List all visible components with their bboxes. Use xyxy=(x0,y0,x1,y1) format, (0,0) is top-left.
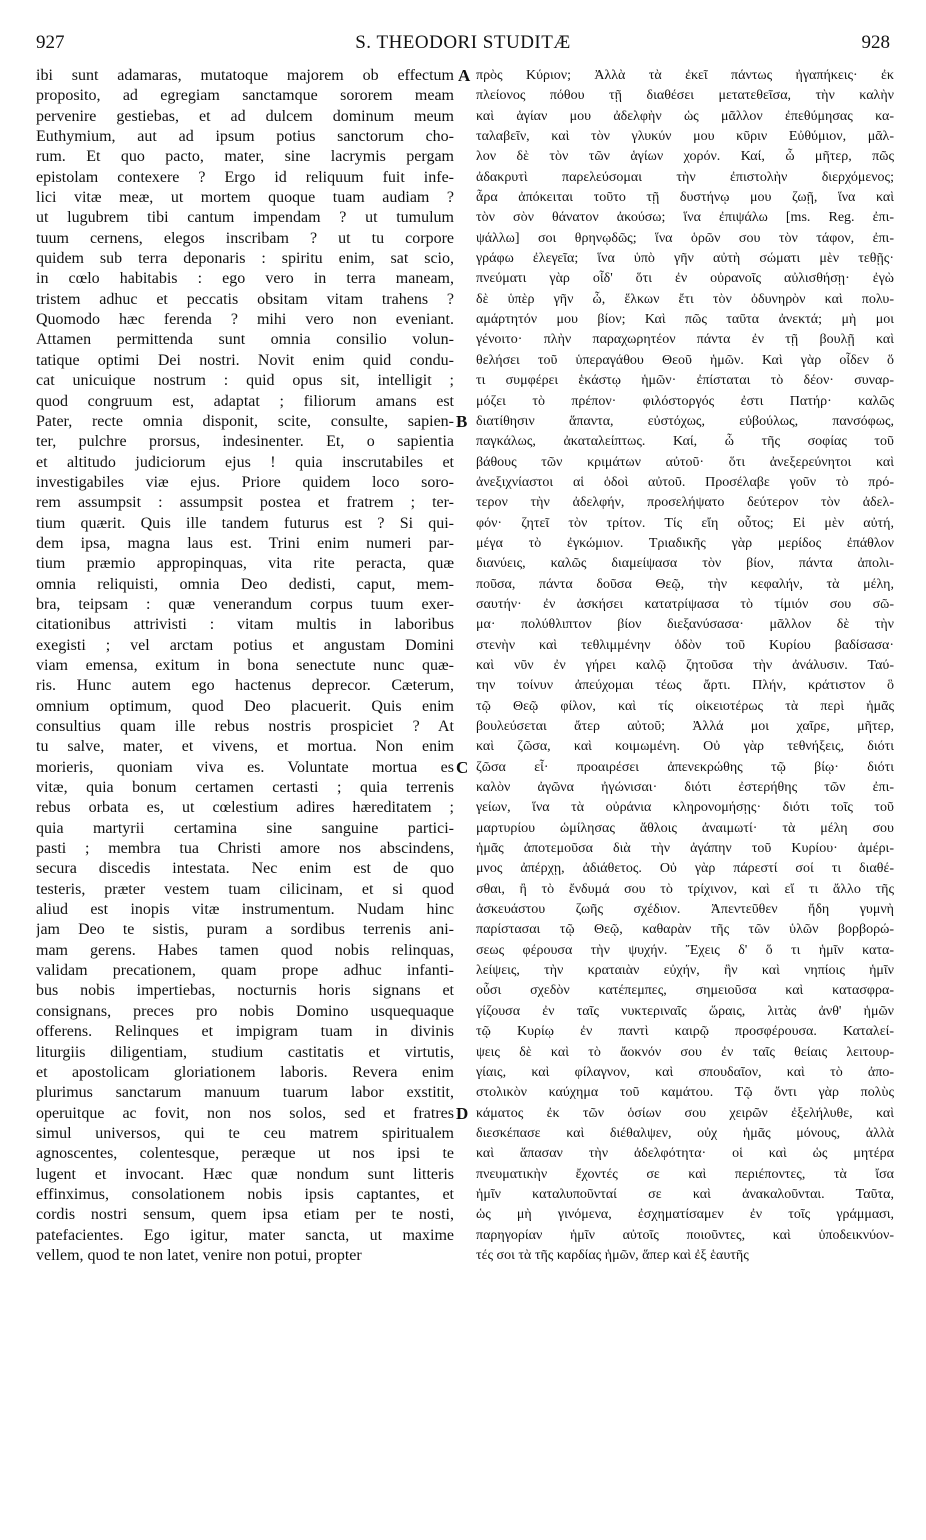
page-number-right: 928 xyxy=(861,32,890,53)
latin-text-line: lugent et invocant. Hæc quæ nondum sunt litteris xyxy=(36,1165,454,1183)
greek-text-line: πλείονος πόθου τῇ διαθέσει μετατεθεῖσα, τὴν καλὴν xyxy=(476,88,894,104)
section-marker-d: D xyxy=(456,1104,469,1123)
latin-text-line: jam Deo te sistis, puram a sordibus terrenis ani- xyxy=(36,921,454,939)
greek-column xyxy=(476,66,894,1266)
latin-text-line: dem ipsa, magna laus est. Trini enim numeri par- xyxy=(36,534,454,552)
running-title: S. THEODORI STUDITÆ xyxy=(355,32,571,53)
latin-text-line: ter, pulchre prorsus, indesinenter. Et, o sapientia xyxy=(36,433,454,451)
latin-text-line: morieris, quoniam viva es. Voluntate mortua es xyxy=(36,758,454,776)
latin-text-line: testeris, præter vestem tuam cilicinam, et si quod xyxy=(36,880,454,898)
latin-text-line: Euthymium, aut ad ipsum potius sanctorum cho- xyxy=(36,128,454,146)
greek-text-line: γίαις, καὶ φίλαγνον, καὶ σπουδαῖον, καὶ τὸ ἀπο- xyxy=(476,1064,894,1080)
greek-text-line: μνος ἀπέρχῃ, ἀδιάθετος. Οὐ γὰρ πάρεστί σοί τι διαθέ- xyxy=(476,861,894,877)
latin-text-line: lici vitæ meæ, ut mortem quoque tuam audiam ? xyxy=(36,189,454,207)
latin-text-line: ibi sunt adamaras, mutatoque majorem ob effectum xyxy=(36,67,454,84)
greek-text-line: λείψεις, τὴν κραταιὰν εὐχήν, ἣν καὶ νηπίοις ἡμῖν xyxy=(476,963,894,979)
greek-text-line: γράφω ἐλεγεῖα; ἵνα ὑπὸ γῆν αὐτὴ σώματι μὲν τεθῇς· xyxy=(476,251,894,267)
latin-text-line: offerens. Relinques et impigram tuam in divinis xyxy=(36,1023,454,1041)
latin-text-line: tium præmio appropinquas, vita rite peracta, quæ xyxy=(36,555,454,573)
greek-text-line: ζῶσα εἶ· προαιρέσει ἀπενεκρώθης τῷ βίῳ· διότι xyxy=(476,759,894,775)
greek-text-line: καὶ ζῶσα, καὶ κοιμωμένη. Οὐ γὰρ τεθνήξεις, διότι xyxy=(476,739,894,755)
greek-text-line: στενὴν καὶ τεθλιμμένην ὁδὸν τοῦ Κυρίου βαδίσασα· xyxy=(476,637,894,653)
latin-text-line: secura discedis intestata. Nec enim est de quo xyxy=(36,860,454,878)
latin-text-line: tium quærit. Quis ille tandem futurus est ? Si qui- xyxy=(36,514,454,532)
latin-text-line: Attamen permittenda sunt omnia consilio volun- xyxy=(36,331,454,349)
greek-text-line: ἀνεξιχνίαστοι αἱ ὁδοὶ αὐτοῦ. Προσέλαβε γοῦν τὸ πρό- xyxy=(476,474,894,490)
greek-text-line: ἡμῖν καταλυποῦνταί σε καὶ ἀνακαλοῦνται. Ταῦτα, xyxy=(476,1186,894,1202)
latin-text-line: tatique optimi Dei nostri. Novit enim quid condu- xyxy=(36,351,454,369)
greek-text-line: λον δὲ τὸν τῶν ἁγίων χορόν. Καί, ὦ μῆτερ, πῶς xyxy=(476,149,894,165)
latin-text-line: effinximus, consolationem nobis ipsis captantes, et xyxy=(36,1185,454,1203)
latin-text-line: quia martyrii certamina sine sanguine partici- xyxy=(36,819,454,837)
section-marker-c: C xyxy=(456,758,469,777)
greek-text-line: διατίθησιν ἅπαντα, εὐστόχως, εὐβούλως, πανσόφως, xyxy=(476,413,894,429)
greek-text-line: τὸν σὸν θάνατον ἀκούσω; ἵνα ἐπιψάλω [ms. Reg. ἐπι- xyxy=(476,210,894,226)
latin-text-line: ris. Hunc autem ego hactenus deprecor. Cæterum, xyxy=(36,677,454,695)
latin-text-line: tristem adhuc et peccatis obsitam vitam trahens ? xyxy=(36,290,454,308)
greek-text-line: πνεύματι γὰρ οἶδ' ὅτι ἐν οὐρανοῖς αὐλισθήσῃ· ἐγὼ xyxy=(476,271,894,287)
greek-text-line: τῷ Θεῷ φίλον, καὶ τίς οἰκειοτέρως τὰ περὶ ἡμᾶς xyxy=(476,698,894,714)
latin-text-line: investigabiles viæ ejus. Priore quidem loco soro- xyxy=(36,473,454,491)
latin-text-line: bra, teipsam : quæ venerandum corpus tuum exer- xyxy=(36,595,454,613)
greek-text-line: αμάρτητόν μου βίον; Καὶ πῶς ταῦτα ἀνεκτά; μὴ μοι xyxy=(476,312,894,328)
latin-text-line: aliud est inopis vitæ instrumentum. Nudam hinc xyxy=(36,901,454,919)
greek-text-line: ὡς μὴ γινόμενα, ἐσχηματίσαμεν ἐν τοῖς γράμμασι, xyxy=(476,1207,894,1223)
latin-text-line: omnia reliquisti, omnia Deo dedisti, caput, mem- xyxy=(36,575,454,593)
greek-text-line: τι συμφέρει ἑκάστῳ ἡμῶν· ἐπίσταται τὸ δέον· συναρ- xyxy=(476,373,894,389)
greek-text-line: ψεις δὲ καὶ τὸ ἄοκνόν σου ἐν ταῖς θείαις λειτουρ- xyxy=(476,1044,894,1060)
greek-text-line: διεσκέπασε καὶ διέθαλψεν, οὐχ ἡμᾶς μόνους, ἀλλὰ xyxy=(476,1125,894,1141)
greek-text-line: την τοίνυν ἀπεύχομαι τέως ἄρτι. Πλήν, κράτιστον ὃ xyxy=(476,678,894,694)
greek-text-line: βάθους τῶν κριμάτων αὐτοῦ· ὅτι ἀνεξερεύνητοι καὶ xyxy=(476,454,894,470)
greek-text-line: τές σοι τὰ τῆς καρδίας ἡμῶν, ἅπερ καὶ ἐξ ἑαυτῆς xyxy=(476,1247,749,1263)
latin-text-line: patefacientes. Ego igitur, mater sancta, ut maxime xyxy=(36,1226,454,1244)
greek-text-line: σαυτήν· ἐν ἀσκήσει κατατρίψασα τὸ τίμιόν σου σῶ- xyxy=(476,596,894,612)
latin-text-line: pasti ; membra tua Christi amore nos abscindens, xyxy=(36,840,454,858)
latin-text-line: tuum cernens, elegos inscribam ? ut tu corpore xyxy=(36,229,454,247)
latin-column xyxy=(36,66,454,1266)
greek-text-line: σεως φέρουσα τὴν ψυχήν. Ἔχεις δ' ὅ τι ἡμῖν κατα- xyxy=(476,942,894,958)
latin-text-line: epistolam contexere ? Ergo id reliquum fuit infe- xyxy=(36,168,454,186)
greek-text-line: παρίστασαι τῷ Θεῷ, καθαρὰν τῆς τῶν ὑλῶν βορβορώ- xyxy=(476,922,894,938)
greek-text-line: μέγα τὸ ἐγκώμιον. Τριαδικῆς γὰρ μερίδος ἐπάθλον xyxy=(476,535,894,551)
greek-text-line: διανύεις, καλῶς διαμείψασα τὸν βίον, πάντα ἀπολι- xyxy=(476,556,894,572)
latin-text-line: et altitudo judiciorum ejus ! quia inscrutabiles et xyxy=(36,453,454,471)
page-header xyxy=(0,32,926,58)
latin-text-line: et apostolicam gloriationem laboris. Revera enim xyxy=(36,1063,454,1081)
latin-text-line: bus nobis impertiebas, nocturnis horis signans et xyxy=(36,982,454,1000)
latin-text-line: omnium optimum, quod Deo placuerit. Quis enim xyxy=(36,697,454,715)
greek-text-line: μόζει τὸ πρέπον· φιλόστοργός ἐστι Πατήρ· καλῶς xyxy=(476,393,894,409)
greek-text-line: μα· πολύθλιπτον βίον διεξανύσασα· μᾶλλον δὲ τὴν xyxy=(476,617,894,633)
section-marker-b: B xyxy=(456,412,468,431)
latin-text-line: quidem sub terra deponaris : spiritu enim, sat scio, xyxy=(36,250,454,268)
greek-text-line: τερον τὴν ἀδελφήν, προσελήψατο δεύτερον τὸν ἀδελ- xyxy=(476,495,894,511)
greek-text-line: ἀσκευάστου ζωῆς σχέδιον. Ἀπεντεῦθεν ἤδη γυμνὴ xyxy=(476,902,894,918)
latin-text-line: proposito, ad egregiam sanctamque sororem meam xyxy=(36,87,454,105)
latin-text-line: rum. Et quo pacto, mater, sine lacrymis pergam xyxy=(36,148,454,166)
latin-text-line: operuitque ac fovit, non nos solos, sed et fratres xyxy=(36,1104,454,1122)
greek-text-line: οὖσι σχεδὸν κατέπεμπες, σημειοῦσα καὶ κατασφρα- xyxy=(476,983,894,999)
greek-text-line: καλὸν ἀγῶνα ἠγώνισαι· διότι ἐστερήθης τῶν ἐπι- xyxy=(476,780,894,796)
latin-text-line: pervenire gestiebas, et ad dulcem dominum meum xyxy=(36,107,454,125)
latin-text-line: Quomodo hæc ferenda ? mihi vero non eveniant. xyxy=(36,311,454,329)
greek-text-line: γίζουσα ἐν ταῖς νυκτεριναῖς ὥραις, λιτὰς ἀνθ' ἡμῶν xyxy=(476,1003,894,1019)
greek-text-line: καὶ νῦν ἐν γήρει καλῷ ζητοῦσα τὴν ἀνάλυσιν. Ταύ- xyxy=(476,657,894,673)
latin-text-line: rem assumpsit : assumpsit postea et fratrem ; ter- xyxy=(36,494,454,512)
greek-text-line: δὲ ὑπὲρ γῆν ὦ, ἕλκων ἔτι τὸν ὀδυνηρὸν καὶ πολυ- xyxy=(476,291,894,307)
greek-text-line: γένοιτο· πλὴν παραχωρητέον πάντα ἐν τῇ βουλῇ καὶ xyxy=(476,332,894,348)
latin-text-line: vellem, quod te non latet, venire non potui, propter xyxy=(36,1246,362,1264)
latin-text-line: quod congruum est, adaptat ; filiorum amans est xyxy=(36,392,454,410)
latin-text-line: consultius quam ille rebus nostris prospiciet ? At xyxy=(36,718,454,735)
latin-text-line: tu salve, mater, et vivens, et mortua. Non enim xyxy=(36,738,454,756)
greek-text-line: τῷ Κυρίῳ ἐν παντὶ καιρῷ προσφέρουσα. Καταλεί- xyxy=(476,1024,894,1040)
greek-text-line: σθαι, ἢ τὸ ἔνδυμά σου τὸ τρίχινον, καὶ εἴ τι ἄλλο τῆς xyxy=(476,881,894,897)
latin-text-line: rebus orbata es, ut cœlestium adires hæreditatem ; xyxy=(36,799,454,817)
latin-text-line: ut lugubrem tibi cantum impendam ? ut tumulum xyxy=(36,209,454,227)
latin-text-line: agnoscentes, colentesque, peræque ut nos ipsi te xyxy=(36,1145,454,1163)
latin-text-line: cat unicuique nostrum : quid opus sit, intelligit ; xyxy=(36,372,454,390)
latin-text-line: plurimus sanctarum manuum tuarum labor exstitit, xyxy=(36,1084,454,1102)
greek-text-line: ἆρα ἀπόκειται τοῦτο τῇ δυστήνῳ μου ζωῇ, ἵνα καὶ xyxy=(476,190,894,206)
greek-text-line: κάματος ἐκ τῶν ὁσίων σου χειρῶν ἐξελήλυθε, καὶ xyxy=(476,1105,894,1121)
latin-text-line: liturgiis diligentiam, studium castitatis et virtutis, xyxy=(36,1043,454,1061)
latin-text-line: Pater, recte omnia disponit, scite, consulte, sapien- xyxy=(36,412,454,430)
latin-text-line: mam gerens. Habes tamen quod nobis relinquas, xyxy=(36,941,454,959)
greek-text-line: πρὸς Κύριον; Ἀλλὰ τὰ ἐκεῖ πάντως ἠγαπήκεις· ἐκ xyxy=(476,68,894,83)
greek-text-line: παρηγορίαν ἡμῖν αὐτοῖς ποιοῦντες, καὶ ὑποδεικνύον- xyxy=(476,1227,894,1243)
latin-text-line: exegisti ; vel arctam potius et angustam Domini xyxy=(36,636,454,654)
latin-text-line: citationibus attrivisti : vitam multis in laboribus xyxy=(36,616,454,634)
greek-text-line: γείων, ἵνα τὰ οὐράνια κληρονομήσῃς· διότι τοῖς τοῦ xyxy=(476,800,894,816)
greek-text-line: ταλαβεῖν, καὶ τὸν γλυκύν μου κῦριν Εὐθύμιον, μᾶλ- xyxy=(476,129,894,145)
page-number-left: 927 xyxy=(36,32,65,53)
latin-text-line: simul universos, qui te ceu matrem spiritualem xyxy=(36,1124,454,1142)
latin-text-line: vitæ, quia bonum certamen certasti ; quia terrenis xyxy=(36,779,454,797)
latin-text-line: cordis nostri sensum, quem ipsa etiam per te nosti, xyxy=(36,1206,454,1224)
latin-text-line: in cœlo habitabis : ego vero in terra maneam, xyxy=(36,270,454,288)
greek-text-line: ποῦσα, πάντα δοῦσα Θεῷ, τὴν κεφαλήν, τὰ μέλη, xyxy=(476,576,894,592)
greek-text-line: ψάλλω] σοι θρηνῳδῶς; ἵνα ὁρῶν σου τὸν τάφον, ἐπι- xyxy=(476,230,894,246)
greek-text-line: μαρτυρίου ὡμίλησας ἄθλοις ἀναιμωτί· τὰ μέλη σου xyxy=(476,820,894,836)
greek-text-line: βουλεύσεται ἄτερ αὐτοῦ; Ἀλλά μοι χαῖρε, μῆτερ, xyxy=(476,719,894,734)
latin-text-line: consignans, preces pro nobis Domino usquequaque xyxy=(36,1002,454,1020)
latin-text-line: validam precationem, quam prope adhuc infanti- xyxy=(36,962,454,980)
greek-text-line: καὶ ἁγίαν μου ἀδελφὴν ὡς μᾶλλον ἐπεθύμησας κα- xyxy=(476,108,894,124)
greek-text-line: φόν· ζητεῖ τὸν τρίτον. Τίς εἴη οὗτος; Εἰ μὲν αὐτή, xyxy=(476,515,894,531)
greek-text-line: πνευματικὴν ἔχοντές σε καὶ περιέποντες, τὰ ἴσα xyxy=(476,1166,894,1182)
greek-text-line: ἡμᾶς ἀποτεμοῦσα διὰ τὴν ἀγάπην τοῦ Κυρίου· ἀμέρι- xyxy=(476,841,894,857)
latin-text-line: viam emensa, exitum in bona senectute nunc quæ- xyxy=(36,656,454,674)
greek-text-line: στολικὸν καύχημα τοῦ καμάτου. Τῷ ὄντι γὰρ πολὺς xyxy=(476,1085,894,1101)
greek-text-line: ἀδακρυτὶ παρελεύσομαι τὴν ἐπιστολὴν διερχόμενος; xyxy=(476,169,894,185)
section-marker-a: A xyxy=(458,66,471,85)
greek-text-line: θελήσει τοῦ ὑπεραγάθου Θεοῦ ἡμῶν. Καὶ γὰρ οἶδεν ὅ xyxy=(476,352,894,368)
greek-text-line: παγκάλως, ἀκαταλείπτως. Καί, ὦ τῆς σοφίας τοῦ xyxy=(476,434,894,450)
greek-text-line: καὶ ἅπασαν τὴν ἀδελφότητα· οἱ καὶ ὡς μητέρα xyxy=(476,1146,894,1162)
